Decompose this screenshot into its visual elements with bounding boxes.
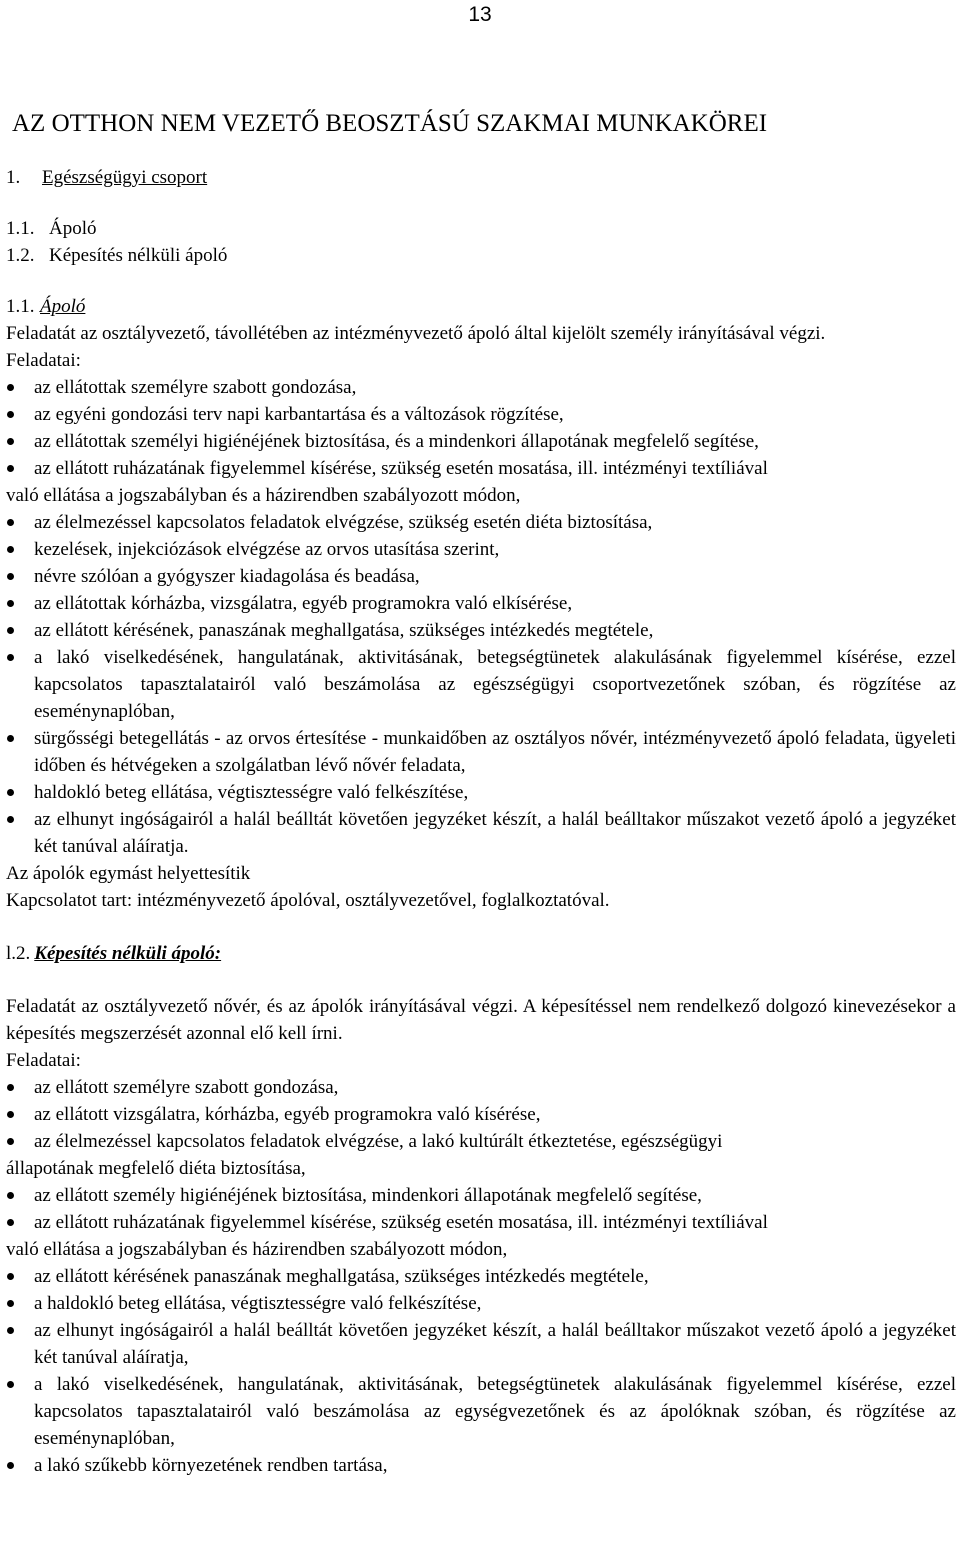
- bullet-icon: [7, 816, 14, 823]
- toc-label: Ápoló: [49, 218, 97, 239]
- section-1-heading: [6, 293, 956, 320]
- bullet-icon: [7, 1327, 14, 1334]
- bullet-icon: [7, 384, 14, 391]
- list-item: [6, 1182, 956, 1209]
- section-1-closing-2: Kapcsolatot tart: intézményvezető ápolóval, osztályvezetővel, foglalkoztatóval.: [6, 890, 610, 911]
- list-item: [6, 509, 956, 536]
- list-item-text: haldokló beteg ellátása, végtisztességre való felkészítése,: [34, 782, 469, 803]
- bullet-icon: [7, 1138, 14, 1145]
- list-item-text: az ellátott kérésének panaszának meghallgatása, szükséges intézkedés megtétele,: [34, 1266, 649, 1287]
- list-item: [6, 536, 956, 563]
- list-item-text: névre szólóan a gyógyszer kiadagolása és beadása,: [34, 566, 420, 587]
- list-item: [6, 374, 956, 401]
- section-1-task-list: [6, 374, 956, 860]
- list-item: [6, 644, 956, 725]
- list-item: [6, 779, 956, 806]
- list-item-text: az elhunyt ingóságairól a halál beálltát követően jegyzéket készít, a halál beálltakor műszakot vezető ápoló a jegyzéket két tanúval aláíratja,: [34, 1320, 956, 1368]
- list-item: [6, 590, 956, 617]
- bullet-icon: [7, 1084, 14, 1091]
- table-of-contents: [6, 215, 956, 269]
- list-item: [6, 1371, 956, 1452]
- toc-item: [6, 242, 956, 269]
- bullet-icon: [7, 519, 14, 526]
- section-2-task-list: [6, 1074, 956, 1479]
- list-item-text: az egyéni gondozási terv napi karbantartása és a változások rögzítése,: [34, 404, 564, 425]
- bullet-icon: [7, 627, 14, 634]
- list-item-continuation: való ellátása a jogszabályban és a házirendben szabályozott módon,: [6, 485, 521, 506]
- list-item: [6, 1452, 956, 1479]
- section-1-closing-1: Az ápolók egymást helyettesítik: [6, 863, 251, 884]
- group-label: Egészségügyi csoport: [42, 167, 208, 188]
- section-1-intro: Feladatát az osztályvezető, távollétében az intézményvezető ápoló által kijelölt személy irányításával végzi.: [6, 323, 826, 344]
- list-item-text: az ellátottak személyre szabott gondozása,: [34, 377, 357, 398]
- bullet-icon: [7, 465, 14, 472]
- list-item-text: az ellátottak kórházba, vizsgálatra, egyéb programokra való elkísérése,: [34, 593, 573, 614]
- toc-item: [6, 215, 956, 242]
- section-1-tasks-label: Feladatai:: [6, 350, 81, 371]
- bullet-icon: [7, 600, 14, 607]
- list-item: [6, 1263, 956, 1290]
- list-item-text: az elhunyt ingóságairól a halál beálltát követően jegyzéket készít, a halál beálltakor műszakot vezető ápoló a jegyzéket két tanúval aláíratja.: [34, 809, 956, 857]
- list-item-text: a lakó viselkedésének, hangulatának, aktivitásának, betegségtünetek alakulásának figyelemmel kísérése, ezzel kapcsolatos tapasztalatairól való beszámolása az egységvezetőnek és az ápolóknak szóban, és rögzítése az eseménynaplóban,: [34, 1374, 956, 1449]
- list-item-text: a lakó szűkebb környezetének rendben tartása,: [34, 1455, 388, 1476]
- toc-number: 1.2.: [6, 245, 35, 266]
- section-2-tasks-label: Feladatai:: [6, 1050, 81, 1071]
- list-item-text: az ellátott ruházatának figyelemmel kísérése, szükség esetén mosatása, ill. intézményi textíliával: [34, 458, 768, 479]
- list-item-text: az ellátott személy higiénéjének biztosítása, mindenkori állapotának megfelelő segítése,: [34, 1185, 702, 1206]
- list-item: [6, 1074, 956, 1101]
- list-item: [6, 1128, 956, 1182]
- section-1-title: Ápoló: [40, 296, 86, 317]
- section-1-number: 1.1.: [6, 296, 35, 317]
- document-title: AZ OTTHON NEM VEZETŐ BEOSZTÁSÚ SZAKMAI MUNKAKÖREI: [12, 110, 768, 137]
- list-item-continuation: állapotának megfelelő diéta biztosítása,: [6, 1158, 306, 1179]
- bullet-icon: [7, 573, 14, 580]
- section-2-heading: [6, 940, 956, 967]
- bullet-icon: [7, 1381, 14, 1388]
- list-item: [6, 806, 956, 860]
- list-item: [6, 617, 956, 644]
- toc-label: Képesítés nélküli ápoló: [49, 245, 228, 266]
- list-item: [6, 563, 956, 590]
- bullet-icon: [7, 1273, 14, 1280]
- list-item-text: az ellátott személyre szabott gondozása,: [34, 1077, 339, 1098]
- bullet-icon: [7, 735, 14, 742]
- list-item: [6, 1317, 956, 1371]
- bullet-icon: [7, 1192, 14, 1199]
- bullet-icon: [7, 1462, 14, 1469]
- list-item-text: kezelések, injekciózások elvégzése az orvos utasítása szerint,: [34, 539, 500, 560]
- bullet-icon: [7, 411, 14, 418]
- bullet-icon: [7, 789, 14, 796]
- bullet-icon: [7, 1111, 14, 1118]
- bullet-icon: [7, 1300, 14, 1307]
- list-item-text: az ellátott vizsgálatra, kórházba, egyéb programokra való kísérése,: [34, 1104, 541, 1125]
- section-2-number: l.2.: [6, 943, 31, 964]
- list-item-text: az ellátottak személyi higiénéjének biztosítása, és a mindenkori állapotának megfelelő segítése,: [34, 431, 759, 452]
- list-item-text: az élelmezéssel kapcsolatos feladatok elvégzése, a lakó kultúrált étkeztetése, egészségügyi: [34, 1131, 723, 1152]
- list-item: [6, 1101, 956, 1128]
- section-2-intro: Feladatát az osztályvezető nővér, és az ápolók irányításával végzi. A képesítéssel nem rendelkező dolgozó kinevezésekor a képesítés megszerzését azonnal elő kell írni.: [6, 996, 956, 1044]
- list-item-text: az élelmezéssel kapcsolatos feladatok elvégzése, szükség esetén diéta biztosítása,: [34, 512, 653, 533]
- list-item: [6, 455, 956, 509]
- list-item-text: az ellátott ruházatának figyelemmel kísérése, szükség esetén mosatása, ill. intézményi textíliával: [34, 1212, 768, 1233]
- group-number: 1.: [6, 167, 21, 188]
- list-item: [6, 1290, 956, 1317]
- bullet-icon: [7, 654, 14, 661]
- list-item-continuation: való ellátása a jogszabályban és házirendben szabályozott módon,: [6, 1239, 508, 1260]
- list-item-text: az ellátott kérésének, panaszának meghallgatása, szükséges intézkedés megtétele,: [34, 620, 654, 641]
- bullet-icon: [7, 546, 14, 553]
- list-item-text: a lakó viselkedésének, hangulatának, aktivitásának, betegségtünetek alakulásának figyelemmel kísérése, ezzel kapcsolatos tapasztalatairól való beszámolása az egészségügyi csoportvezetőnek szóban, és rögzítése az eseménynaplóban,: [34, 647, 956, 722]
- list-item: [6, 428, 956, 455]
- list-item: [6, 725, 956, 779]
- list-item-text: a haldokló beteg ellátása, végtisztességre való felkészítése,: [34, 1293, 482, 1314]
- page-number: 13: [468, 3, 492, 26]
- section-2-title: Képesítés nélküli ápoló:: [34, 943, 222, 964]
- list-item: [6, 401, 956, 428]
- list-item-text: sürgősségi betegellátás - az orvos értesítése - munkaidőben az osztályos nővér, intézményvezető ápoló feladata, ügyeleti időben és hétvégeken a szolgálatban lévő nővér feladata,: [34, 728, 956, 776]
- document-body: [6, 108, 956, 1479]
- toc-number: 1.1.: [6, 218, 35, 239]
- bullet-icon: [7, 438, 14, 445]
- group-heading: [6, 164, 956, 191]
- list-item: [6, 1209, 956, 1263]
- bullet-icon: [7, 1219, 14, 1226]
